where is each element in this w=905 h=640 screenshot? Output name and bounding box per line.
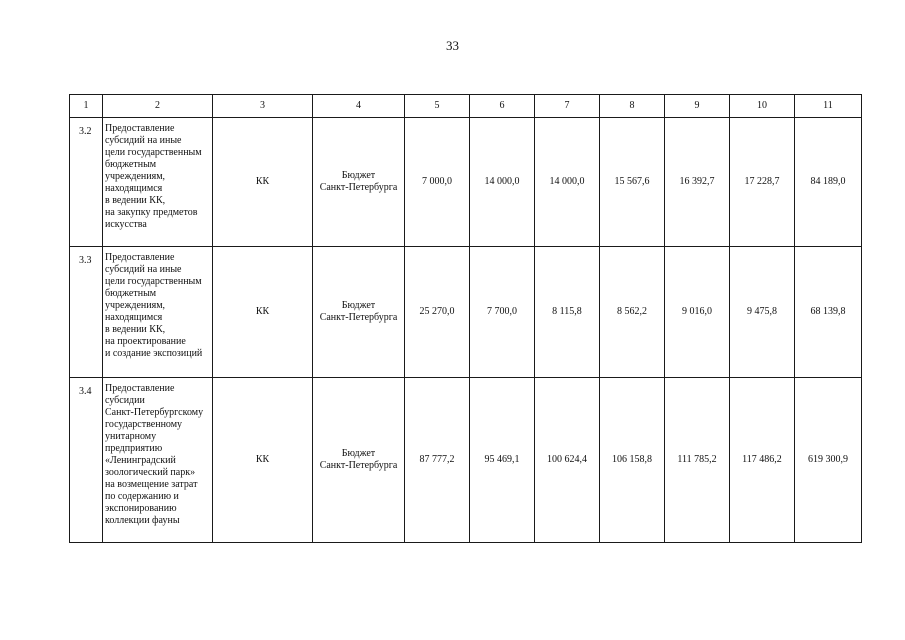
column-header: 4 xyxy=(313,95,405,118)
column-header: 11 xyxy=(795,95,862,118)
row-executor: КК xyxy=(213,118,313,247)
row-number: 3.3 xyxy=(70,247,103,378)
total-cell: 84 189,0 xyxy=(795,118,862,247)
column-header: 6 xyxy=(470,95,535,118)
value-cell: 8 115,8 xyxy=(535,247,600,378)
value-cell: 17 228,7 xyxy=(730,118,795,247)
value-cell: 87 777,2 xyxy=(405,378,470,543)
column-header: 9 xyxy=(665,95,730,118)
column-header: 5 xyxy=(405,95,470,118)
value-cell: 16 392,7 xyxy=(665,118,730,247)
column-header: 3 xyxy=(213,95,313,118)
row-description: Предоставление субсидий на иные цели государственным бюджетным учреждениям, находящимся в ведении КК, на закупку предметов искусства xyxy=(103,118,213,247)
value-cell: 8 562,2 xyxy=(600,247,665,378)
value-cell: 111 785,2 xyxy=(665,378,730,543)
table-row xyxy=(70,118,862,247)
table-row xyxy=(70,378,862,543)
value-cell: 15 567,6 xyxy=(600,118,665,247)
value-cell: 7 000,0 xyxy=(405,118,470,247)
row-executor: КК xyxy=(213,378,313,543)
row-funding-source: Бюджет Санкт-Петербурга xyxy=(313,378,405,543)
row-description: Предоставление субсидий на иные цели государственным бюджетным учреждениям, находящимся в ведении КК, на проектирование и создание экспозиций xyxy=(103,247,213,378)
table-row xyxy=(70,247,862,378)
value-cell: 106 158,8 xyxy=(600,378,665,543)
row-number: 3.2 xyxy=(70,118,103,247)
row-funding-source: Бюджет Санкт-Петербурга xyxy=(313,247,405,378)
value-cell: 95 469,1 xyxy=(470,378,535,543)
column-header: 1 xyxy=(70,95,103,118)
value-cell: 7 700,0 xyxy=(470,247,535,378)
total-cell: 68 139,8 xyxy=(795,247,862,378)
value-cell: 14 000,0 xyxy=(470,118,535,247)
total-cell: 619 300,9 xyxy=(795,378,862,543)
column-header: 10 xyxy=(730,95,795,118)
row-funding-source: Бюджет Санкт-Петербурга xyxy=(313,118,405,247)
table-header-row xyxy=(70,95,862,118)
page-number: 33 xyxy=(446,38,459,53)
budget-table xyxy=(69,94,862,543)
row-executor: КК xyxy=(213,247,313,378)
row-number: 3.4 xyxy=(70,378,103,543)
column-header: 7 xyxy=(535,95,600,118)
value-cell: 14 000,0 xyxy=(535,118,600,247)
value-cell: 117 486,2 xyxy=(730,378,795,543)
row-description: Предоставление субсидии Санкт-Петербургскому государственному унитарному предприятию «Ленинградский зоологический парк» на возмещение затрат по содержанию и экспонированию коллекции фауны xyxy=(103,378,213,543)
value-cell: 9 475,8 xyxy=(730,247,795,378)
value-cell: 25 270,0 xyxy=(405,247,470,378)
column-header: 8 xyxy=(600,95,665,118)
value-cell: 9 016,0 xyxy=(665,247,730,378)
column-header: 2 xyxy=(103,95,213,118)
value-cell: 100 624,4 xyxy=(535,378,600,543)
